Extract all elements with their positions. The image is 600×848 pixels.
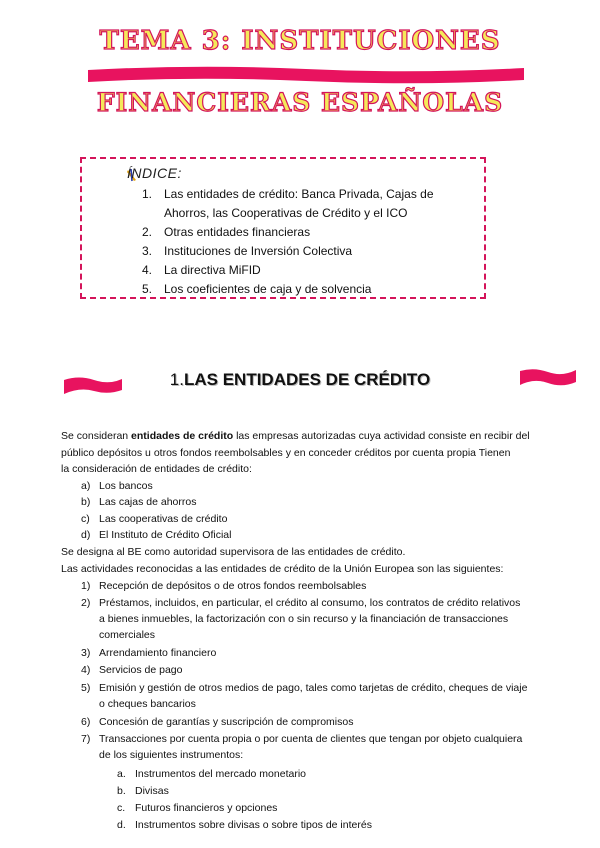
page-title-line1: TEMA 3: INSTITUCIONES [99,26,501,56]
index-item: 3. Instituciones de Inversión Colectiva [142,244,353,258]
list-item: Las cooperativas de crédito [99,513,228,525]
index-item: 1. Las entidades de crédito: Banca Privada, Cajas de Ahorros, las Cooperativas de Crédito y el ICO [142,187,434,220]
list-item: El Instituto de Crédito Oficial [99,529,232,541]
list-item: Concesión de garantías y suscripción de compromisos [99,716,354,728]
list-item: Futuros financieros y opciones [135,802,278,814]
index-heading: ÍNDICE: [127,165,182,181]
title-ribbon [88,64,524,86]
index-item: 5. Los coeficientes de caja y de solvencia [142,282,372,296]
intro-paragraph: Se consideran entidades de crédito las empresas autorizadas cuya actividad consiste en recibir del público depósitos u otros fondos reembolsables y en conceder créditos por cuenta propia Tienen la consideración de entidades de crédito: [61,430,530,475]
list-item: Instrumentos del mercado monetario [135,768,306,780]
list-item: Instrumentos sobre divisas o sobre tipos de interés [135,819,372,831]
index-item: 2. Otras entidades financieras [142,225,311,239]
page-title-line2: FINANCIERAS ESPAÑOLAS [96,88,504,117]
list-item: Transacciones por cuenta propia o por cuenta de clientes que tengan por objeto cualquiera [99,733,523,745]
index-box [80,157,486,299]
index-list [142,185,472,299]
list-item: Emisión y gestión de otros medios de pago, tales como tarjetas de crédito, cheques de viaje [99,682,528,694]
list-item: Las cajas de ahorros [99,496,197,508]
list-item: Los bancos [99,480,153,492]
list-item: Recepción de depósitos o de otros fondos reembolsables [99,580,367,592]
section-heading: 1.LAS ENTIDADES DE CRÉDITO [169,370,431,389]
list-item: Préstamos, incluidos, en particular, el crédito al consumo, los contratos de crédito relativos [99,597,521,609]
activities-intro: Las actividades reconocidas a las entidades de crédito de la Unión Europea son las siguientes: [61,563,504,575]
supervisor-line: Se designa al BE como autoridad supervisora de las entidades de crédito. [61,546,406,558]
list-item: Arrendamiento financiero [99,647,217,659]
list-item: Servicios de pago [99,664,183,676]
index-item: 4. La directiva MiFID [142,263,261,277]
list-item: Divisas [135,785,169,797]
